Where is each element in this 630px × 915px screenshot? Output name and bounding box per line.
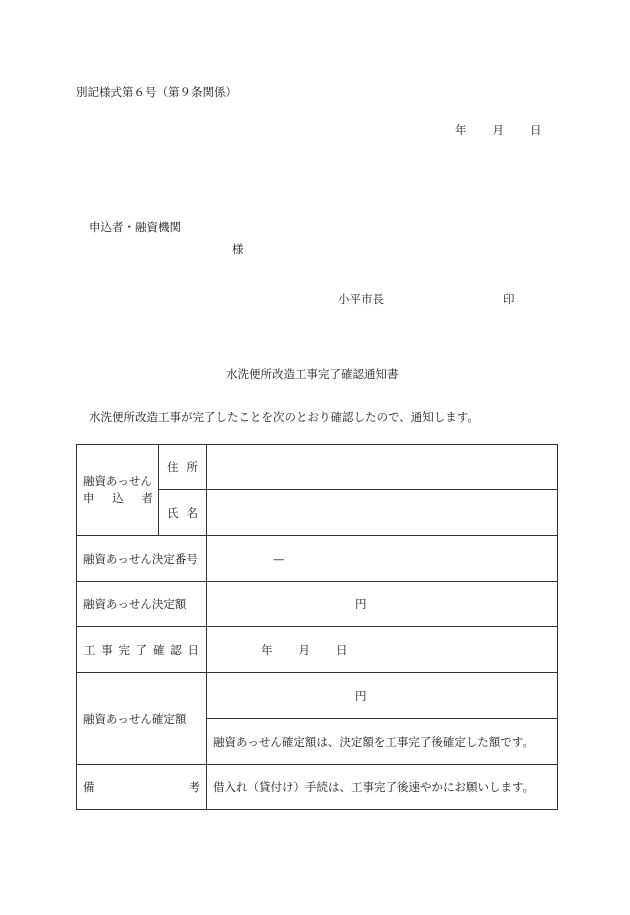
name-label [159,490,207,536]
name-label-char-2: 名 [186,505,198,520]
confirmation-form-table [76,444,558,810]
confirmed-amount-note: 融資あっせん確定額は、決定額を工事完了後確定した額です。 [207,719,558,765]
completion-date-label [77,627,207,673]
decision-amount-label: 融資あっせん決定額 [77,582,207,627]
remarks-label-char-2: 考 [188,780,200,794]
address-value[interactable] [207,445,558,490]
confirmed-amount-value[interactable]: 円 [207,673,558,719]
row-address [77,445,558,490]
completion-label-char-6: 認 [170,642,182,657]
completion-month: 月 [298,642,310,657]
date-year: 年 [455,123,467,137]
applicant-label [77,445,159,536]
date-month: 月 [492,123,504,137]
completion-label-char-1: 工 [84,642,96,657]
date-day: 日 [530,123,542,137]
decision-number-value[interactable]: — [207,536,558,582]
address-label [159,445,207,490]
address-label-char-1: 住 [167,460,179,474]
intro-text: 水洗便所改造工事が完了したことを次のとおり確認したので、通知します。 [89,410,479,424]
decision-amount-value[interactable]: 円 [207,582,558,627]
document-title: 水洗便所改造工事完了確認通知書 [226,367,399,381]
completion-date-value[interactable] [207,627,558,673]
form-number: 別記様式第６号（第９条関係） [76,85,237,99]
applicant-char-1: 申 [83,491,95,505]
completion-label-char-7: 日 [187,642,199,657]
applicant-char-3: 者 [141,491,153,505]
applicant-label-line1: 融資あっせん [83,474,152,488]
remarks-label [77,765,207,810]
confirmed-amount-label: 融資あっせん確定額 [77,673,207,765]
row-decision-number [77,536,558,582]
address-label-char-2: 所 [186,460,198,474]
decision-number-label: 融資あっせん決定番号 [77,536,207,582]
completion-year: 年 [261,642,273,657]
row-completion-date [77,627,558,673]
completion-day: 日 [336,642,348,657]
row-decision-amount [77,582,558,627]
completion-label-char-2: 事 [101,642,113,657]
remarks-value: 借入れ（貸付け）手続は、工事完了後速やかにお願いします。 [207,765,558,810]
row-remarks [77,765,558,810]
recipient: 申込者・融資機関 [89,220,181,234]
completion-label-char-4: 了 [135,642,148,657]
name-value[interactable] [207,490,558,536]
seal-mark: 印 [503,292,515,306]
completion-label-char-5: 確 [153,642,165,657]
sender-mayor: 小平市長 [338,292,384,306]
completion-label-char-3: 完 [118,642,130,657]
name-label-char-1: 氏 [167,505,179,520]
issue-date [455,122,542,138]
applicant-label-line2 [83,490,153,507]
honorific: 様 [232,242,244,256]
row-confirmed-amount [77,673,558,719]
applicant-char-2: 込 [112,491,124,505]
remarks-label-char-1: 備 [83,780,95,794]
